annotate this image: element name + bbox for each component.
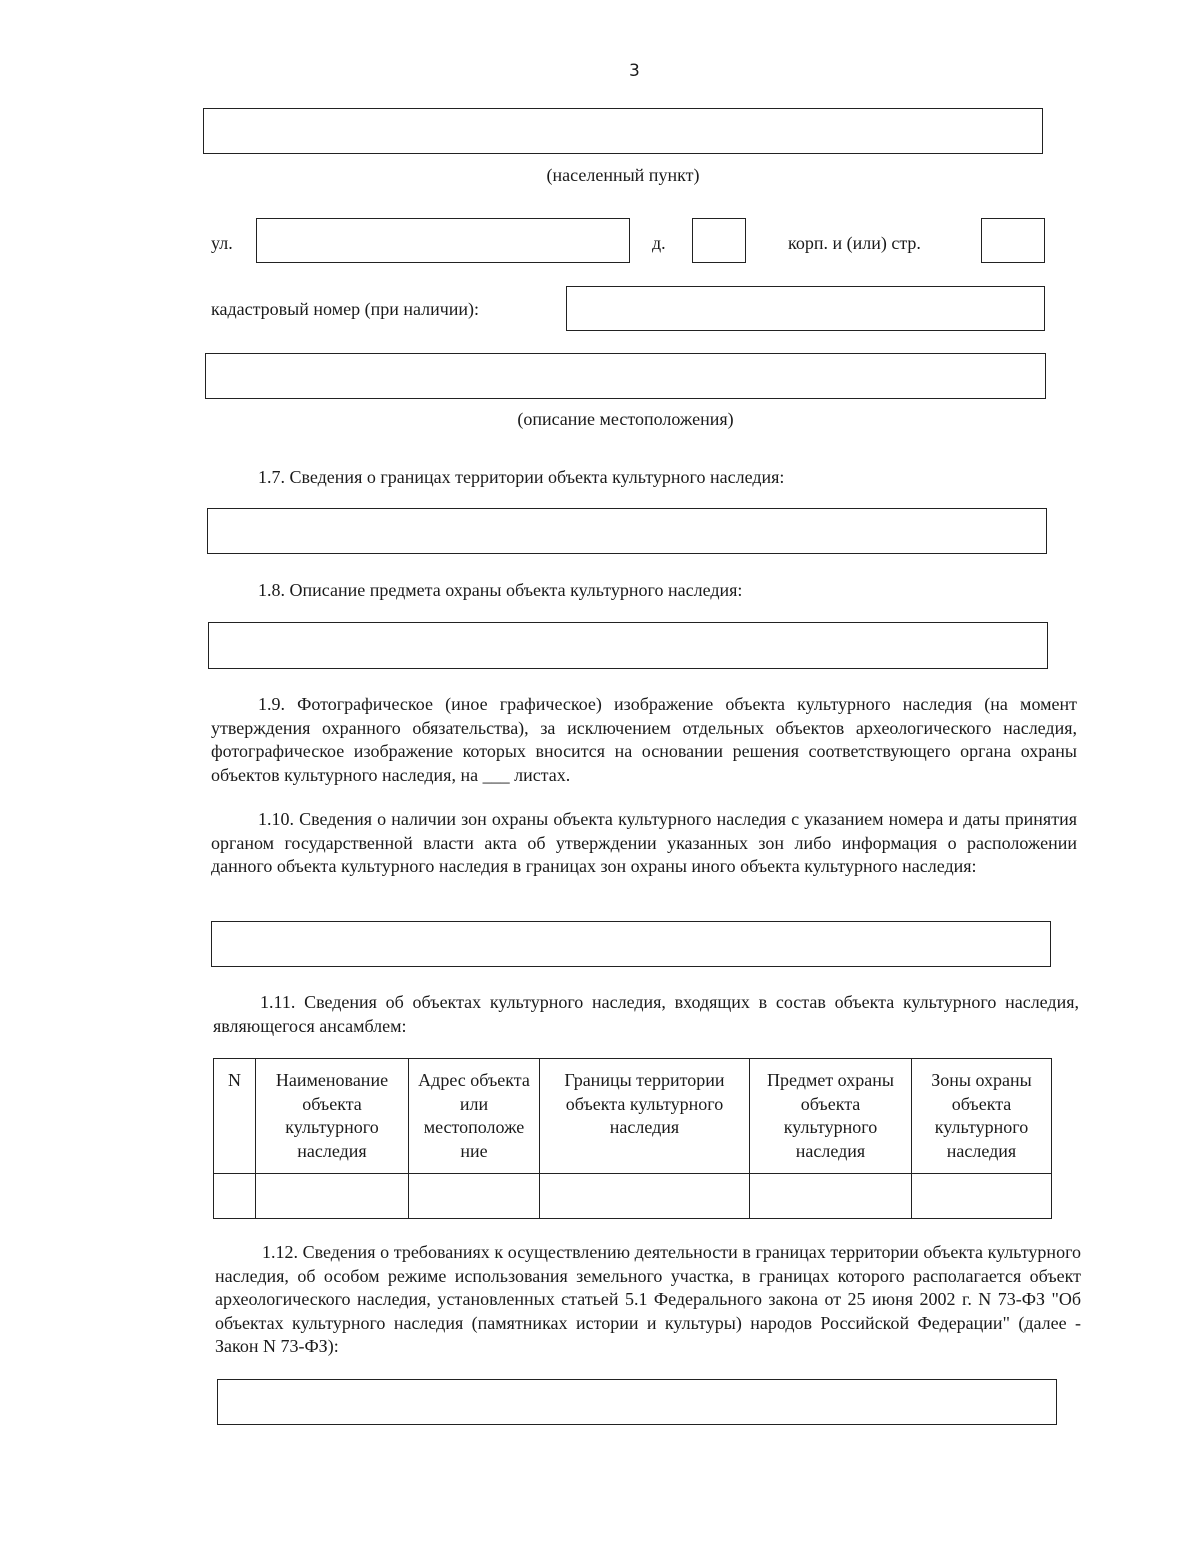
section-1-9-paragraph <box>211 693 1077 787</box>
column-header-number: N <box>214 1059 256 1174</box>
locality-caption: (населенный пункт) <box>546 165 700 185</box>
section-1-12-field[interactable] <box>217 1379 1057 1425</box>
table-cell[interactable] <box>214 1174 256 1219</box>
column-header-name: Наименование объекта культурного наследия <box>256 1059 409 1174</box>
table-cell[interactable] <box>256 1174 409 1219</box>
cadastral-field[interactable] <box>566 286 1045 331</box>
table-row <box>214 1174 1052 1219</box>
section-1-11-text: 1.11. Сведения об объектах культурного наследия, входящих в состав объекта культурного наследия, являющегося ансамблем: <box>213 992 1079 1036</box>
table-cell[interactable] <box>750 1174 912 1219</box>
column-header-protection-subject: Предмет охраны объекта культурного наследия <box>750 1059 912 1174</box>
ensemble-objects-table <box>213 1058 1052 1219</box>
section-1-8-field[interactable] <box>208 622 1048 669</box>
street-label: ул. <box>211 233 233 253</box>
location-description-caption: (описание местоположения) <box>517 409 734 429</box>
page-number: 3 <box>629 61 640 81</box>
location-description-field[interactable] <box>205 353 1046 399</box>
column-header-protection-zones: Зоны охраны объекта культурного наследия <box>912 1059 1052 1174</box>
section-1-12-paragraph <box>215 1241 1081 1359</box>
table-cell[interactable] <box>912 1174 1052 1219</box>
table-header-row <box>214 1059 1052 1174</box>
section-1-11-paragraph <box>213 991 1079 1038</box>
table-cell[interactable] <box>540 1174 750 1219</box>
table-cell[interactable] <box>409 1174 540 1219</box>
house-label: д. <box>652 233 666 253</box>
locality-field[interactable] <box>203 108 1043 154</box>
cadastral-label: кадастровый номер (при наличии): <box>211 299 480 319</box>
building-field[interactable] <box>981 218 1045 263</box>
column-header-boundaries: Границы территории объекта культурного наследия <box>540 1059 750 1174</box>
building-label: корп. и (или) стр. <box>788 233 921 253</box>
section-1-9-text: 1.9. Фотографическое (иное графическое) изображение объекта культурного наследия (на момент утверждения охранного обязательства), за исключением отдельных объектов археологического наследия, фотографическое изображение которых вносится на основании решения соответствующего органа охраны объектов культурного наследия, на ___ листах. <box>211 694 1077 785</box>
house-field[interactable] <box>692 218 746 263</box>
column-header-address: Адрес объекта или местоположе ние <box>409 1059 540 1174</box>
section-1-12-text: 1.12. Сведения о требованиях к осуществлению деятельности в границах территории объекта культурного наследия, об особом режиме использования земельного участка, в границах которого располагается объект археологического наследия, установленных статьей 5.1 Федерального закона от 25 июня 2002 г. N 73-ФЗ "Об объектах культурного наследия (памятниках истории и культуры) народов Российской Федерации" (далее - Закон N 73-ФЗ): <box>215 1242 1081 1356</box>
section-1-10-paragraph <box>211 808 1077 879</box>
section-1-7-heading: 1.7. Сведения о границах территории объекта культурного наследия: <box>258 467 785 487</box>
section-1-7-field[interactable] <box>207 508 1047 554</box>
section-1-8-heading: 1.8. Описание предмета охраны объекта культурного наследия: <box>258 580 743 600</box>
section-1-10-field[interactable] <box>211 921 1051 967</box>
section-1-10-text: 1.10. Сведения о наличии зон охраны объекта культурного наследия с указанием номера и даты принятия органом государственной власти акта об утверждении указанных зон либо информация о расположении данного объекта культурного наследия в границах зон охраны иного объекта культурного наследия: <box>211 809 1077 876</box>
street-field[interactable] <box>256 218 630 263</box>
